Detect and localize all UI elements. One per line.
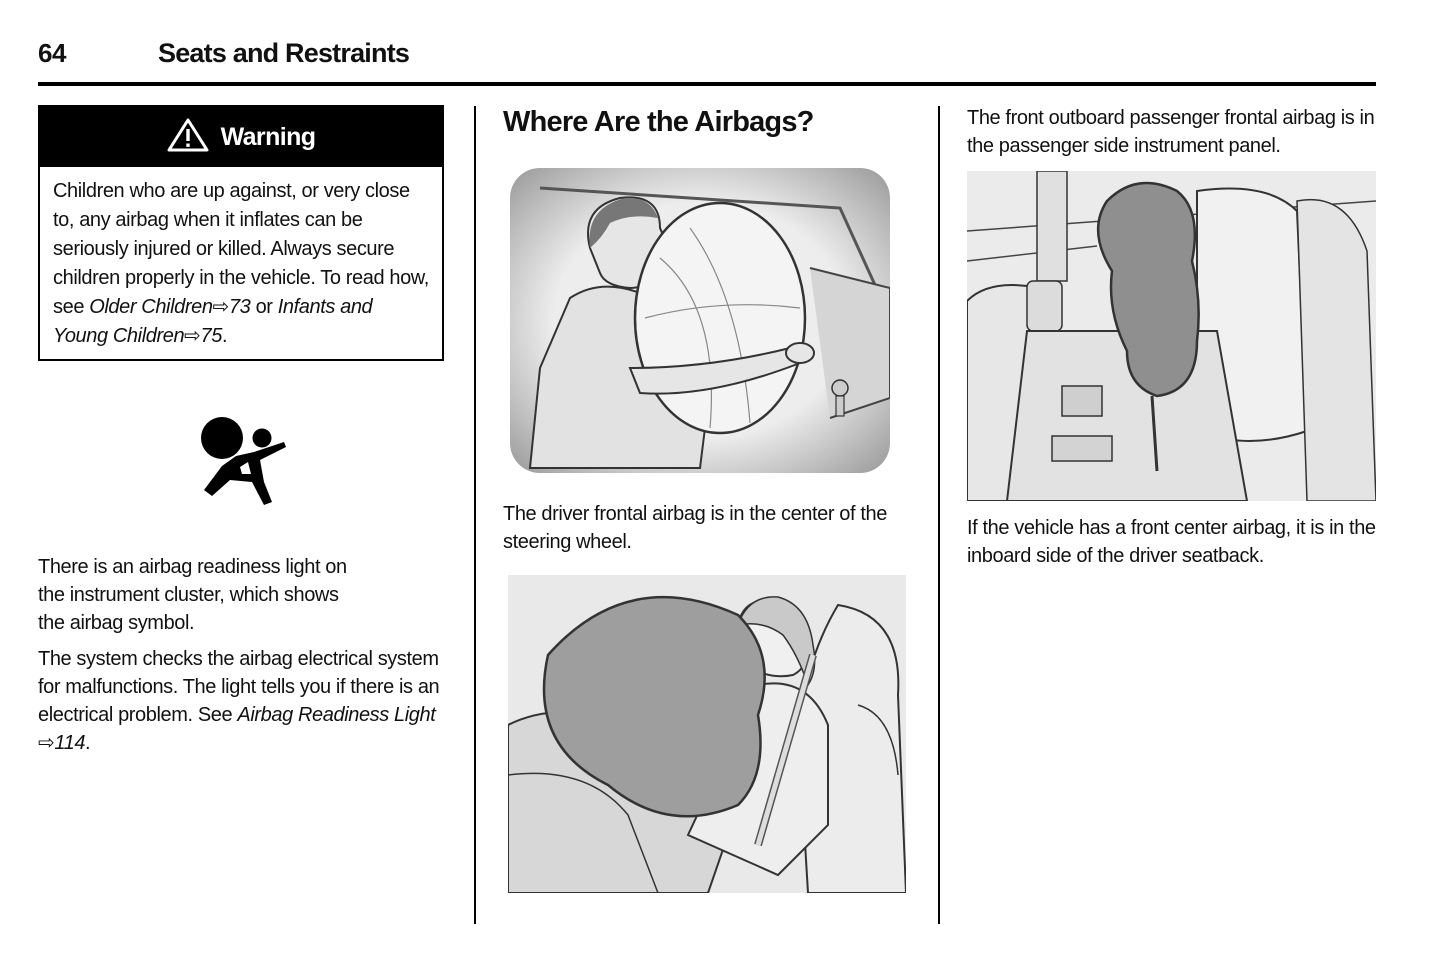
warning-text: Children who are up against, or very close to, any airbag when it inflates can be seriously injured or killed. Always secure children properly in the vehicle. To read how, see [53, 180, 429, 318]
where-airbags-heading: Where Are the Airbags? [503, 106, 814, 138]
column-divider [938, 106, 940, 924]
warning-body [40, 167, 442, 351]
airbag-readiness-light-link[interactable]: Airbag Readiness Light [237, 704, 436, 726]
page-number: 64 [38, 38, 66, 68]
airbag-readiness-light-page[interactable]: 114 [54, 732, 86, 754]
readiness-light-paragraph: There is an airbag readiness light on the instrument cluster, which shows the airbag symbol. [38, 556, 347, 634]
warning-box [38, 105, 444, 361]
warning-title: Warning [220, 122, 316, 151]
warning-header [40, 107, 442, 167]
warning-end: . [221, 325, 228, 347]
reference-arrow-icon: ⇨ [212, 296, 229, 318]
passenger-frontal-airbag-illustration [508, 575, 906, 898]
front-center-airbag-illustration [967, 171, 1376, 506]
warning-connector: or [255, 296, 273, 318]
infants-young-children-link[interactable]: Infants and Young Children [53, 296, 373, 347]
older-children-link[interactable]: Older Children [89, 296, 213, 318]
section-title: Seats and Restraints [158, 38, 410, 68]
system-check-text: The system checks the airbag electrical system for malfunctions. The light tells you if there is an electrical problem. See [38, 648, 440, 726]
warning-triangle-icon [167, 118, 209, 157]
infants-young-children-page[interactable]: 75 [200, 325, 222, 347]
airbag-readiness-symbol-icon [196, 412, 292, 513]
system-check-paragraph [38, 645, 450, 757]
header-rule [38, 82, 1376, 86]
passenger-airbag-paragraph: The front outboard passenger frontal airbag is in the passenger side instrument panel. [967, 107, 1375, 157]
older-children-page[interactable]: 73 [228, 296, 251, 318]
center-airbag-paragraph: If the vehicle has a front center airbag, it is in the inboard side of the driver seatback. [967, 517, 1376, 567]
driver-airbag-caption: The driver frontal airbag is in the center of the steering wheel. [503, 503, 887, 553]
paragraph-end: . [85, 732, 91, 754]
reference-arrow-icon: ⇨ [38, 732, 55, 754]
reference-arrow-icon: ⇨ [184, 325, 201, 347]
column-divider [474, 106, 476, 924]
driver-frontal-airbag-illustration [510, 168, 890, 483]
